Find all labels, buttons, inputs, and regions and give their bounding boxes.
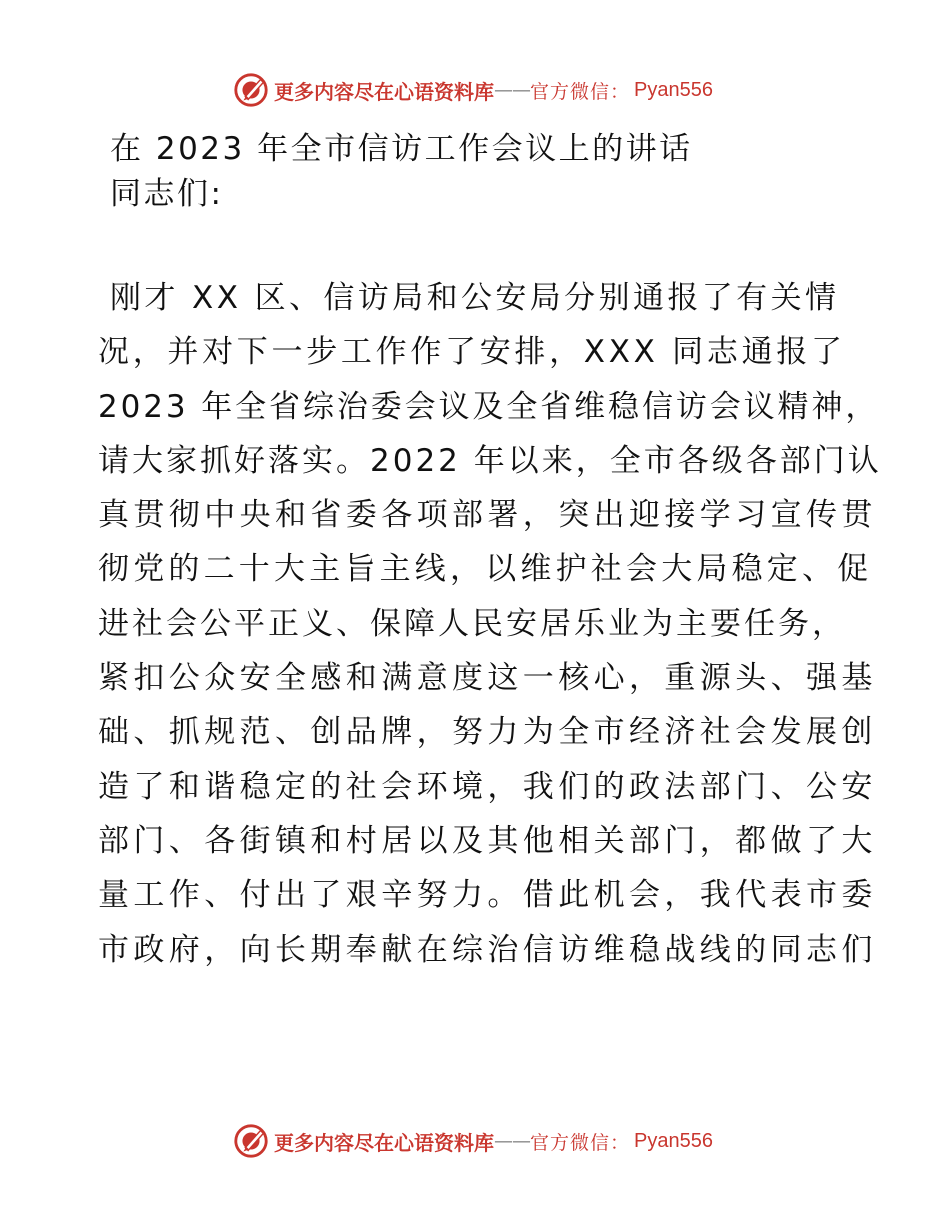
brand-logo-icon (232, 1122, 270, 1160)
paragraph-line: 部门、各街镇和村居以及其他相关部门，都做了大 (98, 822, 877, 859)
paragraph-line: 真贯彻中央和省委各项部署，突出迎接学习宣传贯 (98, 497, 877, 534)
paragraph-line: 况，并对下一步工作作了安排，XXX 同志通报了 (98, 334, 846, 371)
footer-dash: —— (494, 1130, 530, 1152)
header-dash: —— (494, 79, 530, 101)
footer-site-text: 更多内容尽在心语资料库 (274, 1130, 494, 1155)
paragraph-line: 础、抓规范、创品牌，努力为全市经济社会发展创 (98, 714, 877, 751)
header-wechat-label: 官方微信： (530, 80, 631, 103)
paragraph-line: 市政府，向长期奉献在综治信访维稳战线的同志们 (98, 931, 877, 968)
paragraph-line: 刚才 XX 区、信访局和公安局分别通报了有关情 (110, 280, 840, 316)
paragraph-line: 紧扣公众安全感和满意度这一核心，重源头、强基 (98, 660, 877, 697)
paragraph-line: 进社会公平正义、保障人民安居乐业为主要任务， (98, 605, 846, 642)
document-paragraph (98, 275, 882, 981)
paragraph-line: 2023 年全省综治委会议及全省维稳信访会议精神， (98, 388, 880, 425)
header-wechat-id: Pyan556 (634, 78, 713, 101)
header-watermark (232, 70, 713, 110)
header-site-text: 更多内容尽在心语资料库 (274, 79, 494, 104)
document-title: 在 2023 年全市信访工作会议上的讲话 (110, 131, 693, 167)
footer-wechat-label: 官方微信： (530, 1131, 631, 1154)
footer-wechat-id: Pyan556 (634, 1129, 713, 1152)
document-salutation: 同志们: (110, 176, 224, 212)
paragraph-line: 请大家抓好落实。2022 年以来，全市各级各部门认 (98, 442, 882, 479)
paragraph-line: 彻党的二十大主旨主线，以维护社会大局稳定、促 (98, 551, 873, 588)
footer-watermark (232, 1121, 713, 1161)
brand-logo-icon (232, 71, 270, 109)
paragraph-line: 造了和谐稳定的社会环境，我们的政法部门、公安 (98, 768, 877, 805)
paragraph-line: 量工作、付出了艰辛努力。借此机会，我代表市委 (98, 877, 877, 914)
